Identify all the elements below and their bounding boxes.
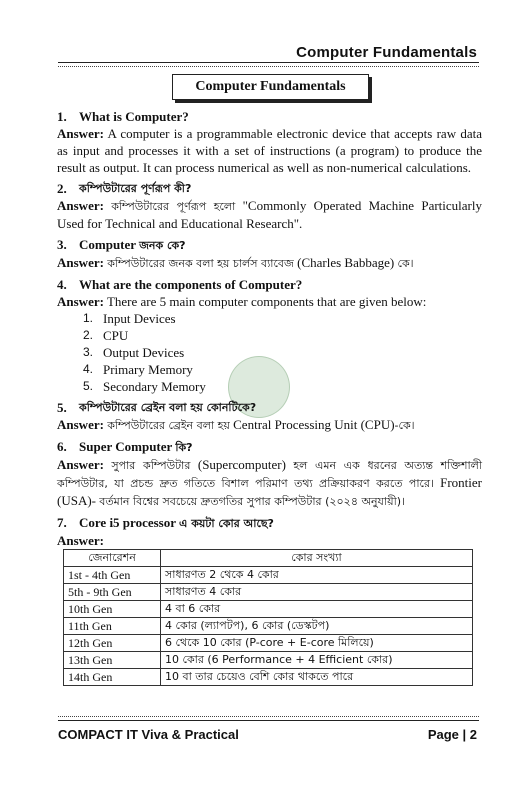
list-item: 2. CPU	[83, 328, 129, 343]
header-dotted-rule	[58, 66, 479, 67]
page-title: Computer Fundamentals	[172, 74, 369, 100]
question-7: 7. Core i5 processor এ কয়টা কোর আছে?	[57, 515, 274, 530]
page-content	[57, 104, 482, 686]
question-text: কম্পিউটারের পূর্ণরূপ কী?	[79, 182, 192, 195]
question-text: Super Computer কি?	[79, 439, 193, 454]
question-3: 3. Computer জনক কে?	[57, 237, 186, 252]
core-count-table	[63, 549, 473, 686]
table-row: 5th - 9th Gen সাধারণত 4 কোর	[64, 584, 473, 601]
answer-6: Answer: সুপার কম্পিউটার (Supercomputer) হল এমন এক ধরনের অত্যন্ত শক্তিশালী কম্পিউটার, যা প্রচন্ড দ্রুত গতিতে বিশাল পরিমাণ তথ্য প্রক্রিয়াকরণ করতে পারে। Frontier (USA)- বর্তমান বিশ্বের সবচেয়ে দ্রুতগতির সুপার কম্পিউটার (২০২৪ অনুযায়ী)।	[57, 457, 483, 508]
table-row: 12th Gen 6 থেকে 10 কোর (P-core + E-core মিলিয়ে)	[64, 635, 473, 652]
question-text: কম্পিউটারের ব্রেইন বলা হয় কোনটিকে?	[79, 401, 257, 414]
table-header-row	[64, 550, 473, 567]
answer-3: Answer: কম্পিউটারের জনক বলা হয় চার্লস ব্যাবেজ (Charles Babbage) কে।	[57, 255, 414, 270]
table-row: 13th Gen 10 কোর (6 Performance + 4 Efficient কোর)	[64, 652, 473, 669]
question-5: 5. কম্পিউটারের ব্রেইন বলা হয় কোনটিকে?	[57, 400, 257, 415]
table-row: 14th Gen 10 বা তার চেয়েও বেশি কোর থাকতে পারে	[64, 669, 473, 686]
table-row: 10th Gen 4 বা 6 কোর	[64, 601, 473, 618]
table-row: 1st - 4th Gen সাধারণত 2 থেকে 4 কোর	[64, 567, 473, 584]
answer-4: Answer: There are 5 main computer components that are given below:	[57, 294, 427, 309]
footer-rule	[58, 720, 479, 721]
components-list	[57, 310, 482, 395]
question-text: Computer জনক কে?	[79, 237, 186, 252]
answer-1: Answer: A computer is a programmable electronic device that accepts raw data as input and processes it with a set of instructions (a program) to produce the result as output. It can process numerical as well as non-numerical calculations.	[57, 126, 482, 175]
footer-book-title: COMPACT IT Viva & Practical	[58, 727, 239, 742]
footer-dotted-rule	[58, 716, 479, 717]
answer-2: Answer: কম্পিউটারের পূর্ণরূপ হলো "Commonly Operated Machine Particularly Used for Technical and Educational Research".	[57, 198, 482, 231]
question-1: 1. What is Computer?	[57, 109, 189, 124]
answer-5: Answer: কম্পিউটারের ব্রেইন বলা হয় Central Processing Unit (CPU)-কে।	[57, 417, 415, 432]
list-item: 3. Output Devices	[83, 345, 185, 360]
table-row: 11th Gen 4 কোর (ল্যাপটপ), 6 কোর (ডেস্কটপ)	[64, 618, 473, 635]
column-header: জেনারেশন	[64, 550, 161, 567]
column-header: কোর সংখ্যা	[161, 550, 473, 567]
answer-7: Answer:	[57, 533, 104, 548]
question-6: 6. Super Computer কি?	[57, 439, 193, 454]
question-4: 4. What are the components of Computer?	[57, 277, 303, 292]
header-rule	[58, 62, 479, 63]
question-text: What is Computer?	[79, 109, 189, 124]
question-2: 2. কম্পিউটারের পূর্ণরূপ কী?	[57, 181, 192, 196]
question-text: What are the components of Computer?	[79, 277, 303, 292]
running-header: Computer Fundamentals	[296, 44, 477, 61]
list-item: 4. Primary Memory	[83, 362, 193, 377]
question-text: Core i5 processor এ কয়টা কোর আছে?	[79, 515, 274, 530]
list-item: 5. Secondary Memory	[83, 379, 206, 394]
list-item: 1. Input Devices	[83, 311, 176, 326]
page-number: Page | 2	[427, 727, 477, 742]
